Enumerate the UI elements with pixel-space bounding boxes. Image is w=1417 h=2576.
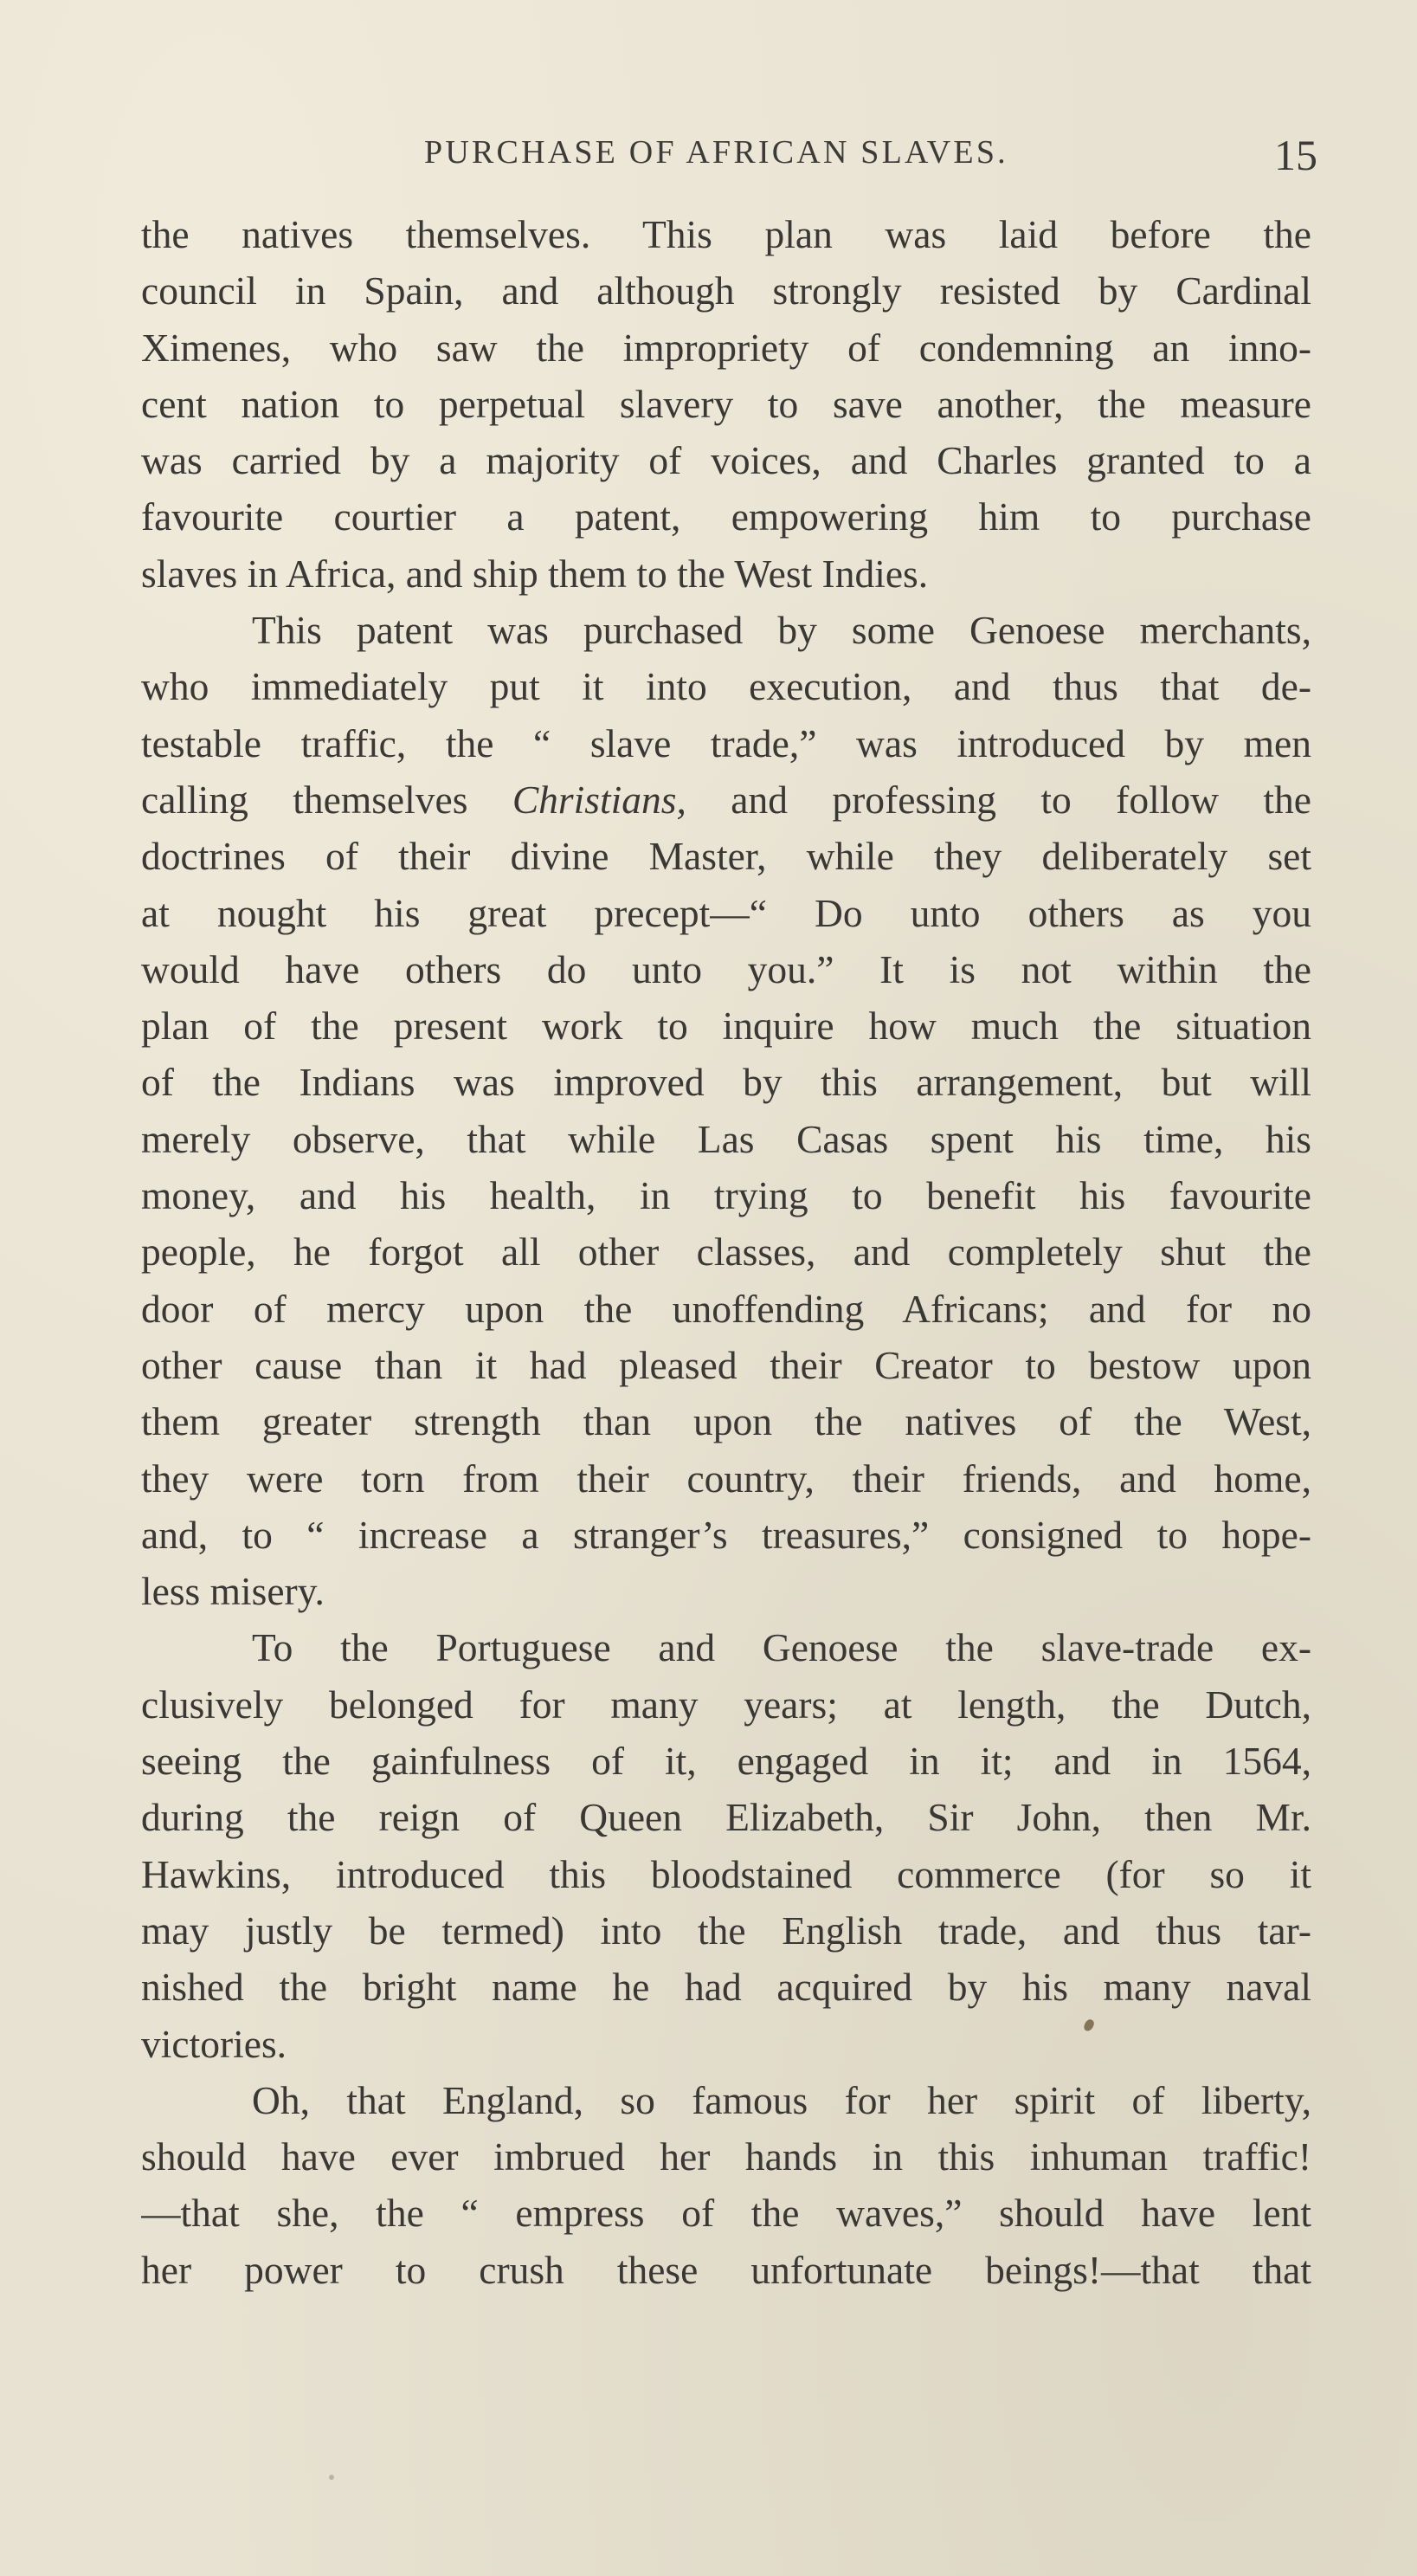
text-line: victories. <box>141 2021 287 2066</box>
body-text <box>141 206 1311 2298</box>
text-line: her power to crush these unfortunate beings!—that that <box>141 2247 1311 2292</box>
text-line: was carried by a majority of voices, and Charles granted to a <box>141 438 1311 483</box>
text-line: less misery. <box>141 1569 325 1614</box>
page-header <box>141 130 1317 182</box>
text-fragment: calling themselves <box>141 777 512 822</box>
text-line: who immediately put it into execution, and thus that de- <box>141 664 1311 709</box>
text-fragment: and professing to follow the <box>686 777 1311 822</box>
text-line: clusively belonged for many years; at length, the Dutch, <box>141 1682 1311 1727</box>
text-line: favourite courtier a patent, empowering him to purchase <box>141 494 1311 539</box>
paragraph-3 <box>141 1619 1311 2071</box>
text-line: of the Indians was improved by this arrangement, but will <box>141 1060 1311 1105</box>
text-line: and, to “ increase a stranger’s treasures,” consigned to hope- <box>141 1512 1311 1557</box>
paper-speck <box>329 2475 334 2480</box>
text-line: them greater strength than upon the natives of the West, <box>141 1399 1311 1444</box>
text-line: council in Spain, and although strongly resisted by Cardinal <box>141 268 1311 313</box>
text-line: money, and his health, in trying to benefit his favourite <box>141 1173 1311 1218</box>
paragraph-1 <box>141 206 1311 602</box>
text-line: during the reign of Queen Elizabeth, Sir John, then Mr. <box>141 1795 1311 1840</box>
text-line: Ximenes, who saw the impropriety of condemning an inno- <box>141 325 1311 370</box>
text-line: This patent was purchased by some Genoese merchants, <box>252 608 1311 653</box>
text-line: cent nation to perpetual slavery to save another, the measure <box>141 381 1311 426</box>
text-line: seeing the gainfulness of it, engaged in it; and in 1564, <box>141 1739 1311 1784</box>
text-line: Oh, that England, so famous for her spirit of liberty, <box>252 2077 1311 2122</box>
text-line: Hawkins, introduced this bloodstained commerce (for so it <box>141 1851 1311 1896</box>
text-line: at nought his great precept—“ Do unto others as you <box>141 890 1311 935</box>
text-line: To the Portuguese and Genoese the slave-trade ex- <box>252 1625 1311 1670</box>
text-line: door of mercy upon the unoffending Africans; and for no <box>141 1286 1311 1331</box>
text-line: merely observe, that while Las Casas spent his time, his <box>141 1116 1311 1161</box>
text-line: would have others do unto you.” It is not within the <box>141 946 1311 991</box>
running-title: PURCHASE OF AFRICAN SLAVES. <box>424 134 1008 171</box>
text-line: testable traffic, the “ slave trade,” was introduced by men <box>141 720 1311 765</box>
italic-word: Christians, <box>512 777 686 822</box>
text-line: doctrines of their divine Master, while they deliberately set <box>141 834 1311 879</box>
text-line-with-italic <box>141 772 1311 828</box>
text-line: the natives themselves. This plan was laid before the <box>141 212 1311 256</box>
text-line: —that she, the “ empress of the waves,” should have lent <box>141 2191 1311 2236</box>
text-line: people, he forgot all other classes, and completely shut the <box>141 1230 1311 1275</box>
paragraph-2 <box>141 602 1311 1619</box>
paragraph-4 <box>141 2072 1311 2298</box>
text-line: should have ever imbrued her hands in this inhuman traffic! <box>141 2134 1311 2179</box>
text-line: they were torn from their country, their friends, and home, <box>141 1456 1311 1501</box>
text-line: slaves in Africa, and ship them to the West Indies. <box>141 551 929 596</box>
book-page <box>141 130 1317 2468</box>
text-line: plan of the present work to inquire how much the situation <box>141 1004 1311 1049</box>
text-line: other cause than it had pleased their Creator to bestow upon <box>141 1342 1311 1387</box>
page-number: 15 <box>1274 131 1317 179</box>
text-line: may justly be termed) into the English trade, and thus tar- <box>141 1908 1311 1953</box>
text-line: nished the bright name he had acquired by his many naval <box>141 1965 1311 2010</box>
